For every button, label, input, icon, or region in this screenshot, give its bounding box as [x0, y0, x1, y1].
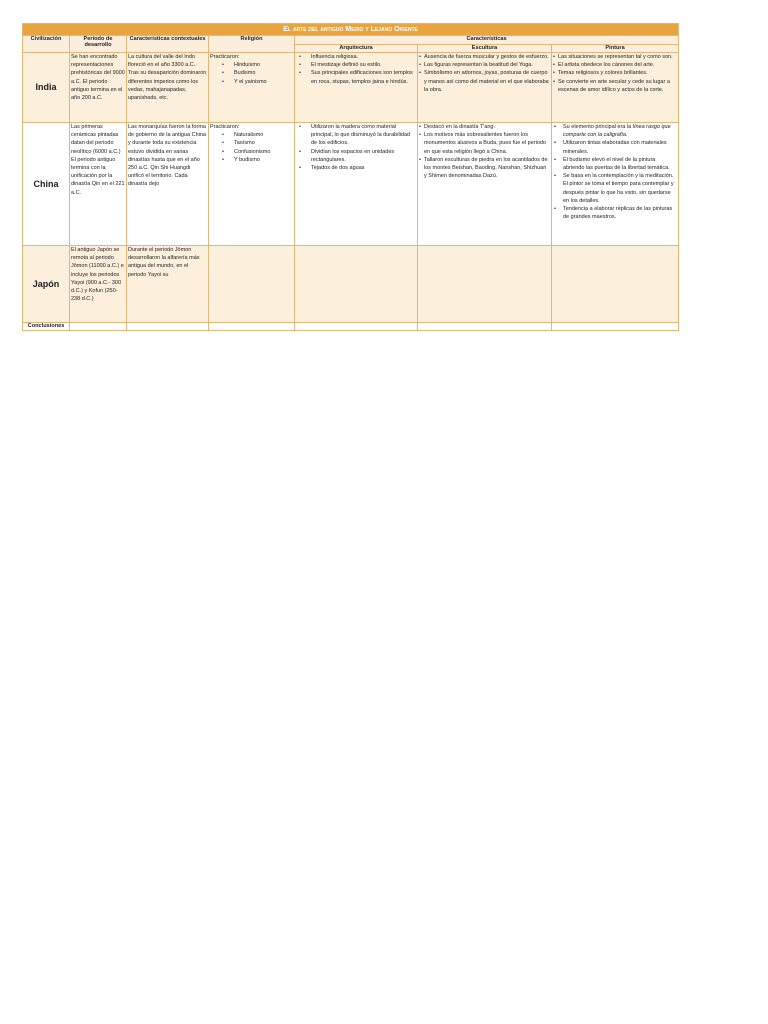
arquitectura-india	[295, 53, 418, 123]
religion-china	[209, 123, 295, 246]
list-item: • Tallaron esculturas de piedra en los acantilados de los montes Beishan, Baoding, Nanshan, Shizhuan y Shimen denominadas Dazú.	[419, 156, 550, 181]
arquitectura-japon	[295, 246, 418, 323]
list-item: • Temas religiosos y colores brillantes.	[553, 69, 677, 77]
civ-india: India	[23, 53, 70, 123]
religion-japon	[209, 246, 295, 323]
list-item: • Sus principales edificaciones son templos en roca, stupas, templos jaina e hindús.	[296, 69, 416, 85]
civ-china: China	[23, 123, 70, 246]
table-row-japon	[23, 246, 679, 323]
table-title: El arte del antiguo Medio y Lejano Oriente	[23, 24, 679, 36]
header-civilizacion: Civilización	[23, 36, 70, 53]
empty-cell	[70, 323, 127, 331]
table-row-india	[23, 53, 679, 123]
periodo-china: Las primeras cerámicas pintadas datan del periodo neolítico (6000 a.C.) El periodo antiguo termina con la unificación por la dinastía Qin en el 221 a.C.	[70, 123, 127, 246]
list-item: • Dividían los espacios en unidades rectangulares.	[296, 148, 416, 164]
list-item: • Destacó en la dinastía T'ang.	[419, 123, 550, 131]
list-item: • El mestizaje definió su estilo.	[296, 61, 416, 69]
contexto-china: Las monarquías fueron la forma de gobierno de la antigua China y durante toda su existencia estuvo dividida en varias dinastías hasta que en el año 250 a.C. Qin Shi Huangdi unificó el territorio. Cada dinastía dejo	[127, 123, 209, 246]
pintura-first-linea: línea	[632, 124, 645, 130]
header-arquitectura: Arquitectura	[295, 45, 418, 53]
contexto-japon: Durante el periodo Jōmon desarrollaron la alfarería más antigua del mundo, en el periodo Yayoi su	[127, 246, 209, 323]
pintura-first-c: rasgo que comparte con la caligrafía.	[563, 124, 671, 139]
pintura-first-a: Su elemento principal era la	[563, 124, 633, 130]
list-item: • El budismo elevó el nivel de la pintura abriendo las puertas de la libertad temática.	[553, 156, 677, 172]
empty-cell	[295, 323, 418, 331]
list-item: • Se basa en la contemplación y la meditación. El pintor se toma el tiempo para contemplar y después pintar lo que ha visto, sin quedarse en los detalles.	[553, 172, 677, 205]
empty-cell	[552, 323, 679, 331]
list-item: • Influencia religiosa.	[296, 53, 416, 61]
list-item: • Naturalismo	[222, 131, 293, 139]
list-item: • El artista obedece los cánones del arte.	[553, 61, 677, 69]
empty-cell	[418, 323, 552, 331]
list-item: • Las figuras representan la beatitud del Yoga.	[419, 61, 550, 69]
list-item: • Simbolismo en adornos, joyas, posturas de cuerpo y manos así como del material en el que elaboraba la obra.	[419, 69, 550, 94]
religion-intro: Practicaron:	[210, 54, 240, 60]
escultura-india	[418, 53, 552, 123]
empty-cell	[127, 323, 209, 331]
empty-cell	[209, 323, 295, 331]
list-item: • Utilizaron la madera como material principal, lo que disminuyó la durabilidad de los edificios.	[296, 123, 416, 148]
list-item: • Y budismo	[222, 156, 293, 164]
periodo-india: Se han encontrado representaciones prehistóricas del 9000 a.C. El periodo antiguo termina en el año 200 a.C.	[70, 53, 127, 123]
periodo-japon: El antiguo Japón se remota al periodo Jōmon (11000 a.C.) e incluye los periodos Yayoi (900 a.C.- 300 d.C.) y Kofun (250-238 d.C.)	[70, 246, 127, 323]
pintura-china	[552, 123, 679, 246]
table-row-conclusiones	[23, 323, 679, 331]
contexto-india: La cultura del valle del Indo floreció en el año 3300 a.C. Tras su desaparición dominaron diferentes imperios como los vedas, mahajanapadas, upanishads, etc.	[127, 53, 209, 123]
arquitectura-china	[295, 123, 418, 246]
list-item: • Tejados de dos aguas	[296, 164, 416, 172]
list-item: • Budismo	[222, 69, 293, 77]
list-item: • Ausencia de fuerza muscular y gestos de esfuerzo.	[419, 53, 550, 61]
list-item: • Hinduismo	[222, 61, 293, 69]
list-item: • Taoísmo	[222, 139, 293, 147]
list-item: • Y el yainismo	[222, 78, 293, 86]
list-item	[553, 123, 677, 139]
header-pintura: Pintura	[552, 45, 679, 53]
religion-india	[209, 53, 295, 123]
escultura-japon	[418, 246, 552, 323]
list-item: • Se convierte en arte secular y cede su lugar a escenas de amor idílico y actos de la corte.	[553, 78, 677, 94]
header-contexto: Características contextuales	[127, 36, 209, 53]
list-item: • Los motivos más sobresalientes fueron los monumentos alusivos a Buda, pues fue el periodo en que esta religión llegó a China.	[419, 131, 550, 156]
table-row-china	[23, 123, 679, 246]
list-item: • Las situaciones se representan tal y como son.	[553, 53, 677, 61]
list-item: • Utilizaron tintas elaboradas con materiales minerales.	[553, 139, 677, 155]
header-caracteristicas: Características	[295, 36, 679, 45]
header-periodo: Periodo de desarrollo	[70, 36, 127, 53]
pintura-japon	[552, 246, 679, 323]
religion-intro: Practicaron:	[210, 124, 240, 130]
art-table	[22, 23, 679, 331]
header-religion: Religión	[209, 36, 295, 53]
escultura-china	[418, 123, 552, 246]
pintura-india	[552, 53, 679, 123]
civ-japon: Japón	[23, 246, 70, 323]
header-escultura: Escultura	[418, 45, 552, 53]
list-item: • Confusionismo	[222, 148, 293, 156]
list-item: • Tendencia a elaborar réplicas de las pinturas de grandes maestros.	[553, 205, 677, 221]
conclusiones-label: Conclusiones	[23, 323, 70, 331]
